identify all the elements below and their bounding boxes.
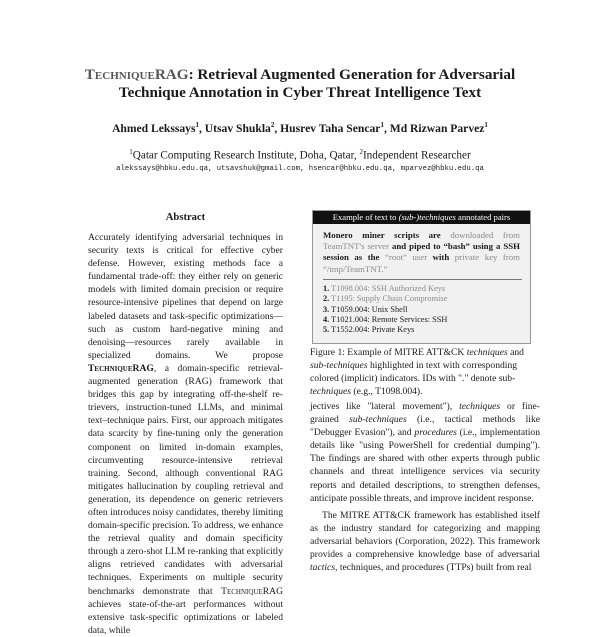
highlighted-span: downloaded from TeamTNT's server	[323, 230, 521, 252]
author: Husrev Taha Sencar	[280, 121, 381, 135]
item-number: 1.	[323, 283, 330, 293]
abstract-text	[88, 231, 283, 637]
paper-title	[40, 66, 560, 102]
title-line-2: Technique Annotation in Cyber Threat Intelligence Text	[118, 84, 482, 101]
divider	[323, 279, 522, 280]
author: Ahmed Lekssays	[112, 121, 196, 135]
italic-term: sub-techniques	[349, 414, 407, 426]
text: The MITRE ATT&CK framework has established itself as the industry standard for categorizing and mapping adversarial behaviors (Corporation, 2022). This framework provides a comprehensive knowledge base of adversarial	[310, 509, 540, 561]
affiliation-2: Independent Researcher	[362, 149, 471, 162]
highlighted-span: private key from “/tmp/TeamTNT.”	[323, 252, 520, 274]
system-name: TechniqueRAG	[221, 585, 283, 597]
italic-term: tactics	[310, 562, 336, 574]
technique-item	[323, 305, 520, 315]
figure-caption	[310, 346, 540, 398]
abstract-heading: Abstract	[165, 212, 206, 223]
sentence-part: Monero miner scripts are	[323, 230, 451, 240]
affil-marker: 1	[380, 121, 384, 129]
technique-label: T1098.004: SSH Authorized Keys	[331, 283, 446, 293]
title-system-name: TechniqueRAG	[84, 66, 189, 83]
text: , techniques, and procedures (TTPs) built from real	[335, 562, 532, 574]
text: (i.e., implementation details like "using PowerShell for credential dumping"). The findings are shared with other experts through public channels and threat intelligence services via security reports and detailed descriptions, to strengthen defenses, anticipate possible threats, and improve incident response.	[310, 427, 540, 504]
affil-marker: 1	[129, 148, 133, 156]
figure-header	[313, 211, 530, 224]
abstract-text-part: achieves state-of-the-art performances without extensive task-specific optimizations or labeled data, while	[88, 598, 283, 636]
abstract-text-part: Accurately identifying adversarial techniques in security texts is critical for effective cyber defense. However, existing methods face a fundamental trade-off: they either rely on generic models with limited domain precision or require resource-intensive pipelines that depend on large labeled datasets and task-specific optimizations—such as custom hard-negative mining and denoising—resources rarely available in specialized domains. We propose	[88, 232, 283, 361]
figure-header-text: Example of text to	[332, 212, 399, 222]
caption-italic: techniques	[310, 386, 352, 398]
figure-header-text: annotated pairs	[455, 212, 511, 222]
figure-header-italic: (sub-)techniques	[398, 212, 456, 222]
item-number: 2.	[323, 294, 330, 304]
caption-text: (e.g., T1098.004).	[351, 386, 423, 398]
abstract-text-part: , a domain-specific retrieval-augmented generation (RAG) framework that bridges this gap by integrating off-the-shelf retrievers, instruction-tuned LLMs, and minimal text–technique pairs. First, our approach mitigates data scarcity by fine-tuning only the generation component on limited in-domain examples, circumventing resource-intensive retrieval training. Second, although conventional RAG mitigates hallucination by coupling retrieval and generation, its dependence on generic retrievers often introduces noisy candidates, thereby limiting domain-specific precision. To address, we enhance the retrieval quality and domain specificity through a zero-shot LLM re-ranking that explicitly aligns retrieved candidates with adversarial techniques. Experiments on multiple security benchmarks demonstrate that	[88, 362, 284, 597]
affil-marker: 1	[484, 121, 488, 129]
caption-italic: techniques	[466, 347, 508, 358]
text: or fine-grained	[310, 401, 541, 426]
body-text-right	[310, 400, 540, 574]
technique-list	[313, 284, 530, 336]
technique-item	[323, 315, 520, 325]
text: jectives like "lateral movement"),	[310, 401, 460, 412]
sentence-part: and piped to “bash” using a SSH session as the	[323, 241, 520, 263]
author-list: Ahmed Lekssays$^1$, Utsav Shukla$^2$, Husrev Taha Sencar$^1$, Md Rizwan Parvez$^1$	[112, 121, 488, 135]
italic-term: procedures	[414, 427, 457, 439]
affil-marker: 2	[359, 148, 363, 156]
item-number: 5.	[323, 325, 330, 335]
caption-text: highlighted in text with corresponding colored (implicit) indicators. IDs with "." denote sub-	[310, 360, 518, 385]
paragraph	[310, 509, 540, 574]
figure-1	[312, 210, 531, 344]
caption-text: Figure 1: Example of MITRE ATT&CK	[310, 347, 467, 358]
technique-label: T1059.004: Unix Shell	[331, 304, 408, 314]
author: Md Rizwan Parvez	[389, 121, 485, 135]
highlighted-span: “root” user	[384, 252, 428, 263]
affil-marker: 1	[195, 121, 199, 129]
example-sentence	[313, 224, 530, 275]
technique-item	[323, 325, 520, 335]
item-number: 3.	[323, 304, 330, 314]
caption-italic: sub-techniques	[310, 360, 368, 372]
technique-label: T1195: Supply Chain Compromise	[331, 294, 448, 304]
system-name: TechniqueRAG	[88, 362, 154, 374]
technique-item	[323, 294, 520, 304]
item-number: 4.	[323, 315, 330, 325]
technique-label: T1021.004: Remote Services: SSH	[331, 315, 448, 325]
paragraph	[310, 400, 540, 505]
italic-term: techniques	[459, 401, 501, 412]
affiliations	[40, 148, 560, 162]
technique-item	[323, 284, 520, 294]
text: (i.e., tactical methods like "Debugger Evasion"), and	[310, 414, 540, 439]
sentence-part: with	[427, 252, 455, 263]
caption-text: and	[507, 347, 524, 358]
author-emails: alekssays@hbku.edu.qa, utsavshuk@gmail.com, hsencar@hbku.edu.qa, mparvez@hbku.edu.qa	[116, 165, 484, 173]
affil-marker: 2	[270, 121, 275, 129]
abstract-section	[88, 212, 283, 637]
affiliation-1: Qatar Computing Research Institute, Doha, Qatar,	[132, 149, 360, 162]
title-line-1: : Retrieval Augmented Generation for Adversarial	[188, 66, 516, 83]
technique-label: T1552.004: Private Keys	[331, 325, 415, 335]
author: Utsav Shukla	[204, 121, 271, 135]
